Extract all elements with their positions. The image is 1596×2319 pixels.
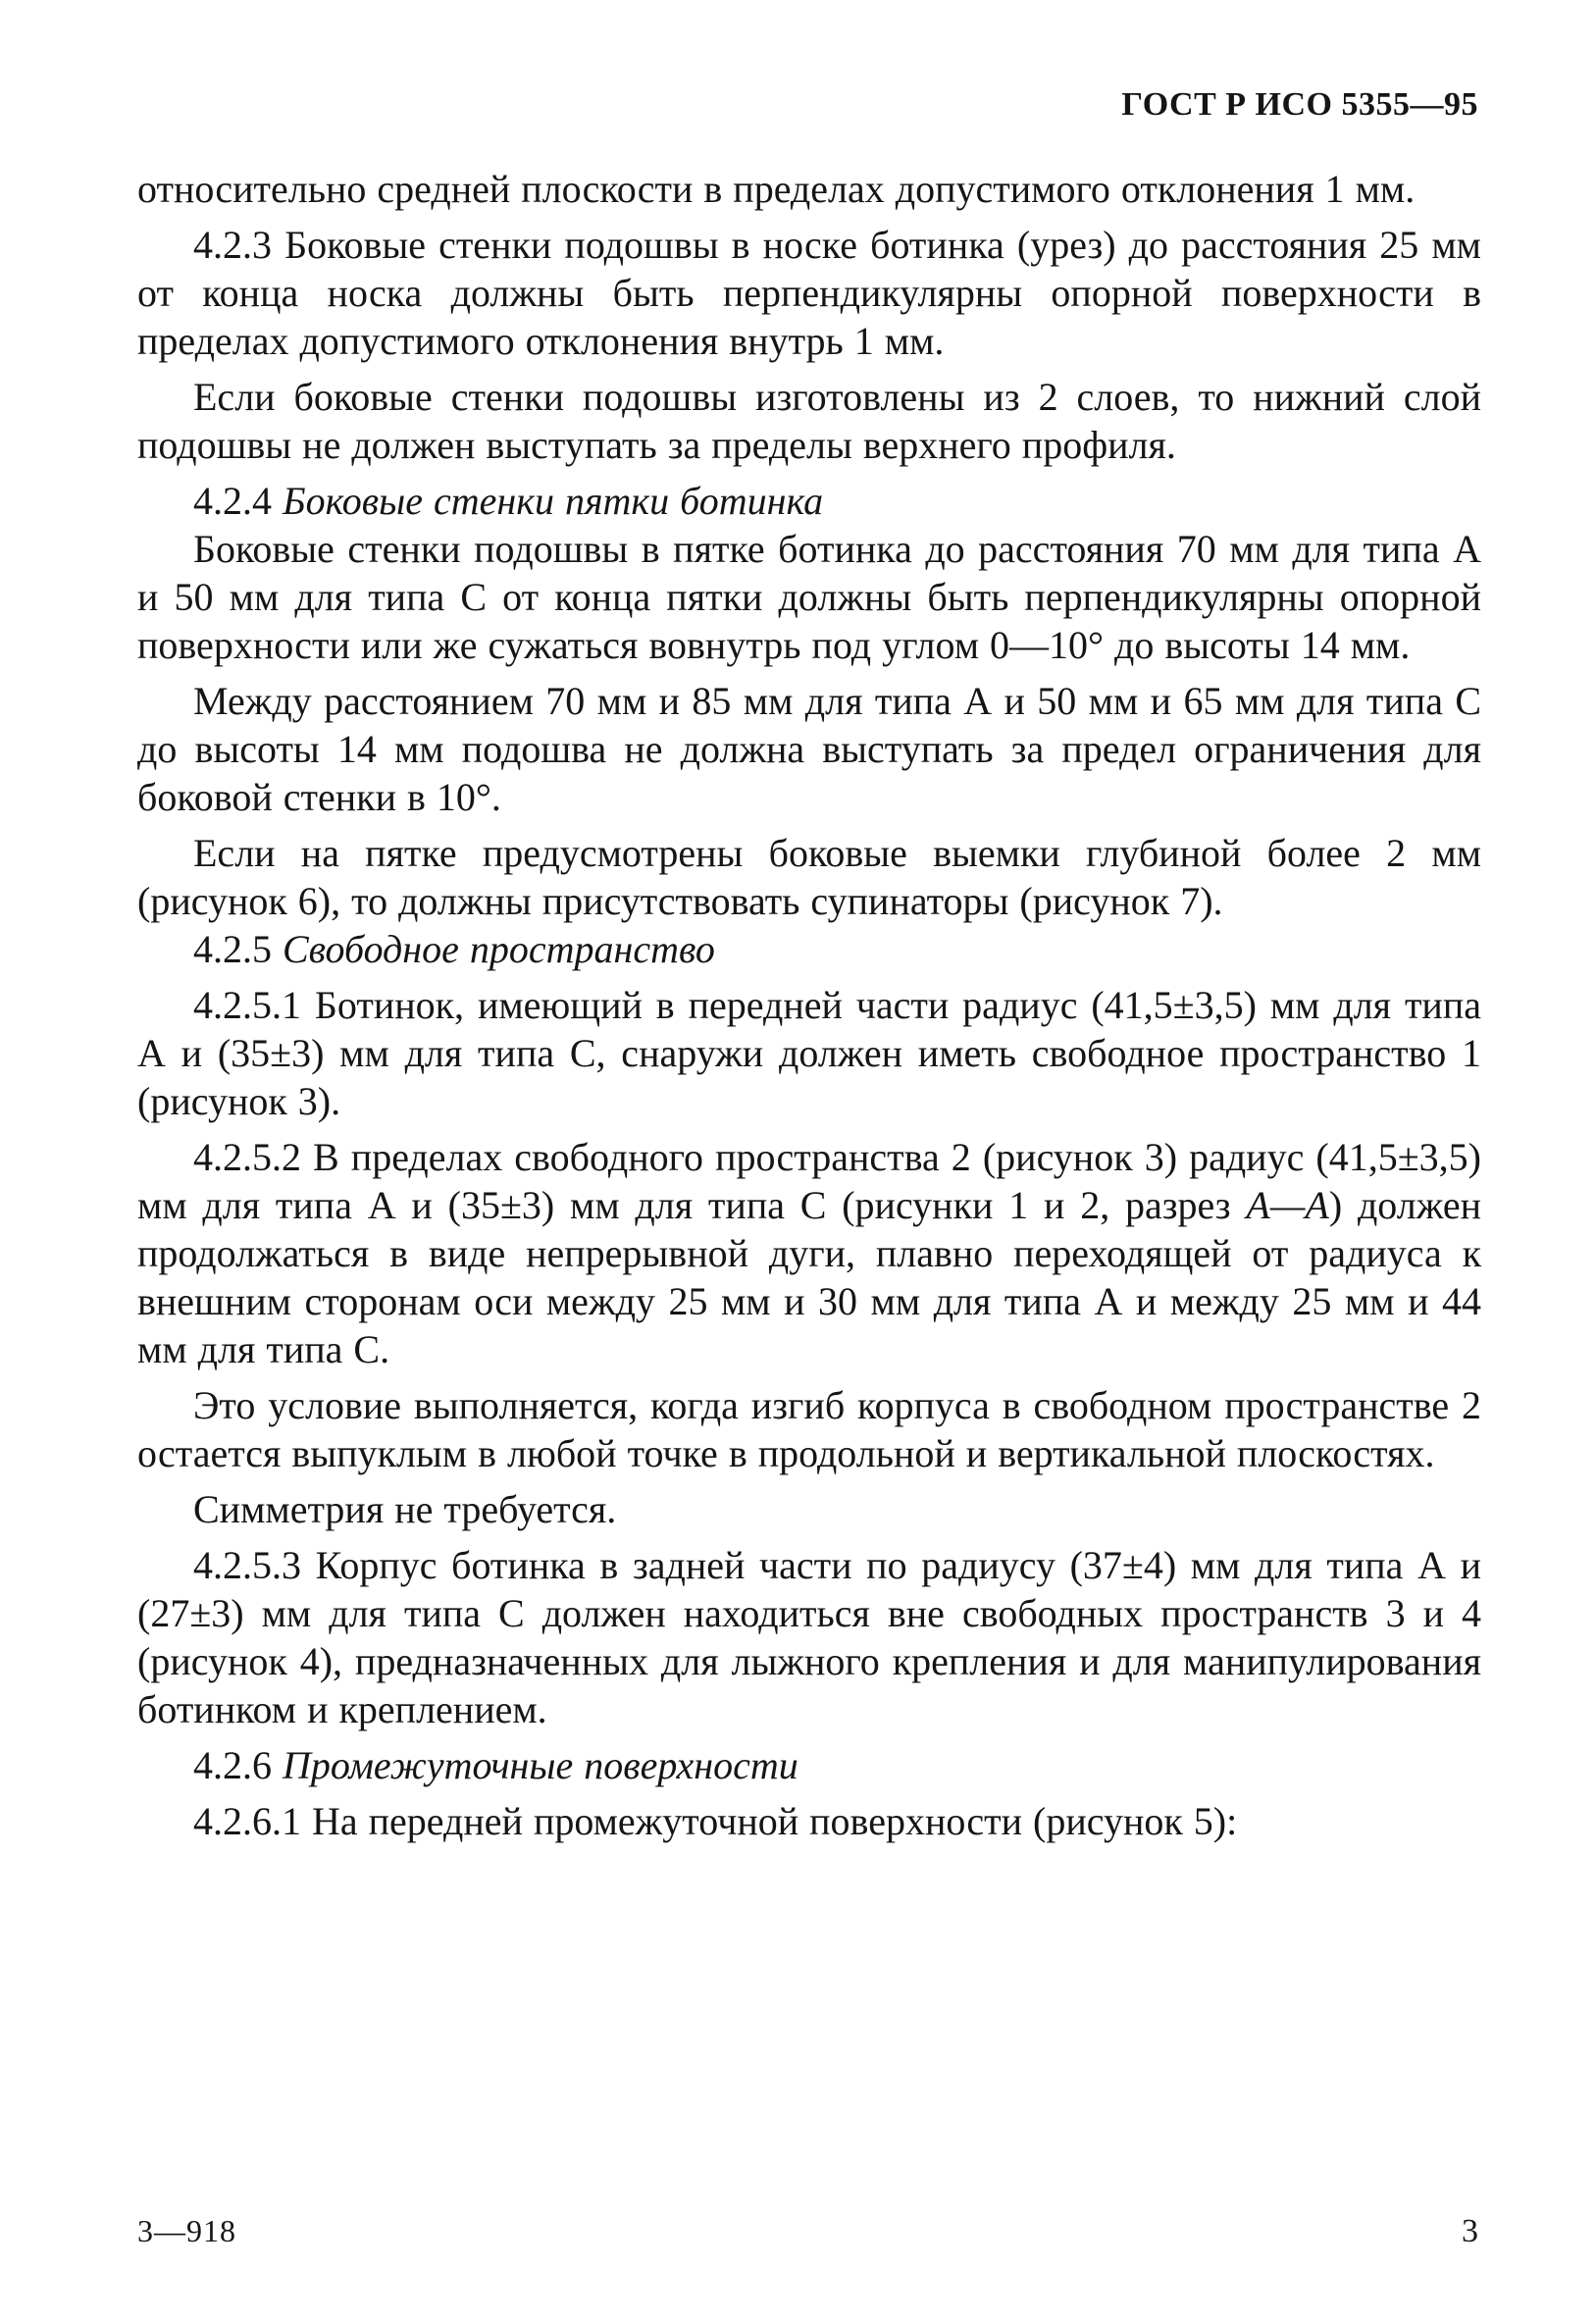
section-title: Промежуточные поверхности (283, 1743, 798, 1787)
section-heading-4-2-4 (137, 477, 1481, 525)
paragraph-symmetry: Симметрия не требуется. (193, 1487, 617, 1531)
paragraph-4-2-3: 4.2.3 Боковые стенки подошвы в носке ботинка (урез) до расстояния 25 мм от конца носка должны быть перпендикулярны опорной поверхности в пределах допустимого отклонения внутрь 1 мм. (137, 223, 1481, 363)
paragraph-text: 4.2.5.2 В пределах свободного пространства 2 (рисунок 3) радиус (41,5±3,5) мм для типа А и (35±3) мм для типа С (рисунки 1 и 2, разрез (137, 1135, 1481, 1227)
paragraph-4-2-5-1: 4.2.5.1 Ботинок, имеющий в передней части радиус (41,5±3,5) мм для типа А и (35±3) мм для типа С, снаружи должен иметь свободное пространство 1 (рисунок 3). (137, 983, 1481, 1123)
paragraph-two-layers: Если боковые стенки подошвы изготовлены из 2 слоев, то нижний слой подошвы не должен выступать за пределы верхнего профиля. (137, 375, 1481, 467)
section-heading-4-2-5 (137, 925, 1481, 973)
standard-header: ГОСТ Р ИСО 5355—95 (1121, 86, 1478, 123)
section-heading-4-2-6 (137, 1741, 1481, 1789)
footer-code: 3—918 (137, 2213, 236, 2248)
paragraph-side-recesses: Если на пятке предусмотрены боковые выемки глубиной более 2 мм (рисунок 6), то должны присутствовать супинаторы (рисунок 7). (137, 831, 1481, 923)
section-number: 4.2.6 (193, 1743, 272, 1787)
paragraph-text: ) должен продолжаться в виде непрерывной дуги, плавно переходящей от радиуса к внешним сторонам оси между 25 мм и 30 мм для типа А и между 25 мм и 44 мм для типа С. (137, 1183, 1481, 1371)
document-body (137, 165, 1481, 1845)
section-cut-label: А—А (1246, 1183, 1329, 1227)
section-number: 4.2.5 (193, 927, 272, 971)
paragraph-4-2-6-1: 4.2.6.1 На передней промежуточной поверхности (рисунок 5): (193, 1799, 1238, 1843)
paragraph-4-2-5-3: 4.2.5.3 Корпус ботинка в задней части по радиусу (37±4) мм для типа А и (27±3) мм для типа С должен находиться вне свободных пространств 3 и 4 (рисунок 4), предназначенных для лыжного крепления и для манипулирования ботинком и креплением. (137, 1543, 1481, 1731)
paragraph-continuation: относительно средней плоскости в пределах допустимого отклонения 1 мм. (137, 167, 1416, 211)
section-title: Свободное пространство (283, 927, 715, 971)
paragraph-distance-range: Между расстоянием 70 мм и 85 мм для типа А и 50 мм и 65 мм для типа С до высоты 14 мм подошва не должна выступать за предел ограничения для боковой стенки в 10°. (137, 679, 1481, 819)
paragraph-heel-walls: Боковые стенки подошвы в пятке ботинка до расстояния 70 мм для типа А и 50 мм для типа С от конца пятки должны быть перпендикулярны опорной поверхности или же сужаться вовнутрь под углом 0—10° до высоты 14 мм. (137, 527, 1481, 667)
section-title: Боковые стенки пятки ботинка (283, 479, 824, 523)
paragraph-condition: Это условие выполняется, когда изгиб корпуса в свободном пространстве 2 остается выпуклым в любой точке в продольной и вертикальной плоскостях. (137, 1383, 1481, 1475)
paragraph-4-2-5-2 (137, 1133, 1481, 1373)
section-number: 4.2.4 (193, 479, 272, 523)
page-number: 3 (1462, 2213, 1478, 2249)
